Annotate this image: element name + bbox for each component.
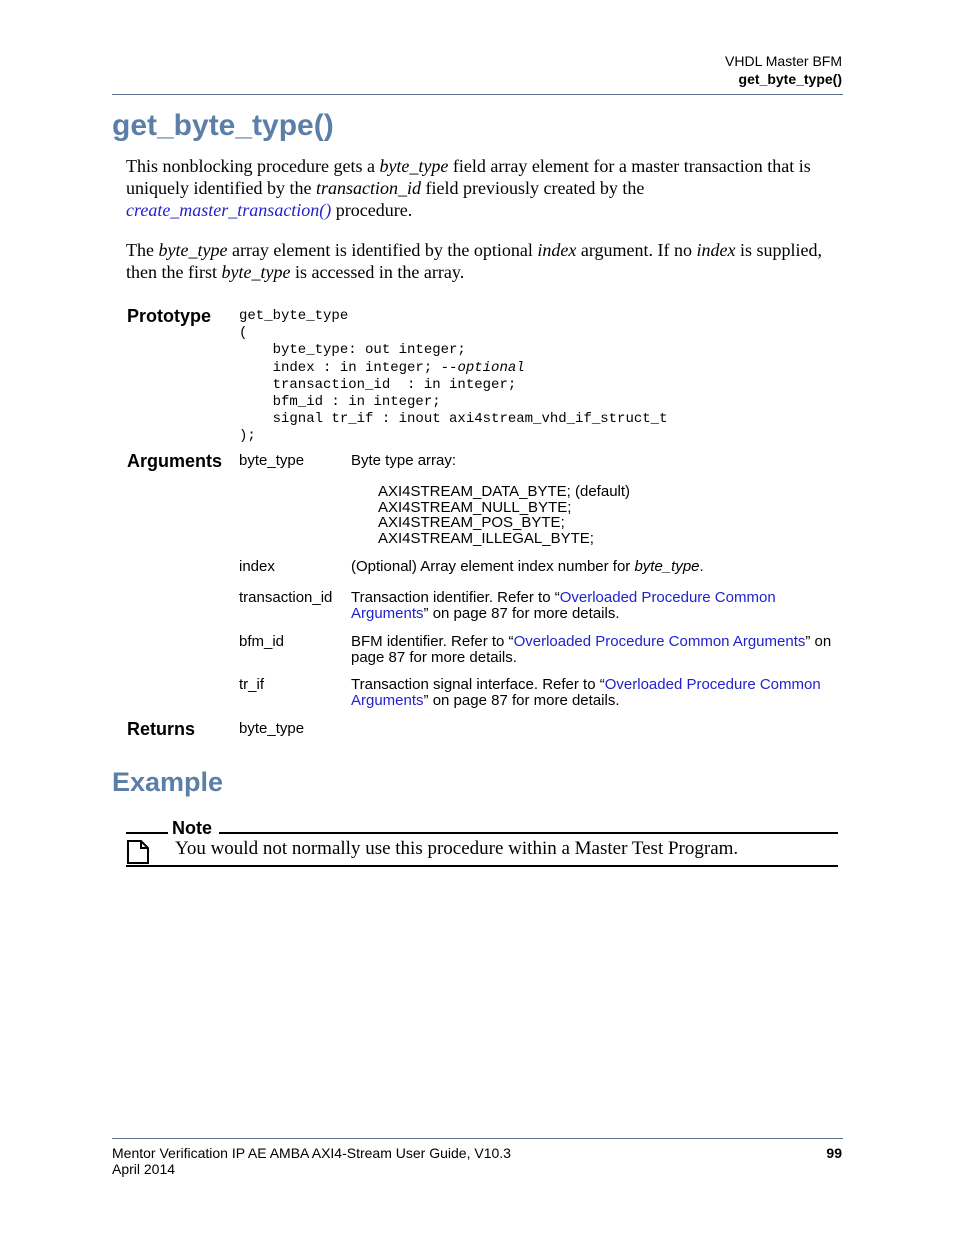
create-master-transaction-link[interactable]: create_master_transaction()	[126, 200, 332, 220]
enum-value: AXI4STREAM_NULL_BYTE;	[378, 498, 572, 516]
arg-name-transaction-id: transaction_id	[239, 589, 333, 606]
footer-left	[112, 1145, 511, 1177]
text-run: .	[699, 558, 704, 575]
text-run: ” on page 87 for more details.	[423, 692, 620, 709]
header-subsection: get_byte_type()	[738, 71, 842, 87]
note-title: Note	[172, 818, 212, 838]
arg-name-tr-if: tr_if	[239, 676, 265, 693]
optional-comment: --optional	[440, 359, 525, 376]
text-run: ” on page 87 for more details.	[351, 633, 832, 666]
header-section: VHDL Master BFM	[725, 53, 842, 69]
code-line: transaction_id : in integer;	[239, 376, 517, 393]
arg-desc-tr-if	[351, 677, 846, 709]
text-run: is accessed in the array.	[290, 262, 465, 282]
byte-type-values	[378, 484, 630, 546]
note-rule-top-left	[126, 832, 168, 834]
text-run: array element is identified by the optional	[227, 240, 538, 260]
code-line	[239, 360, 667, 377]
overloaded-args-link[interactable]: Overloaded Procedure Common Arguments	[351, 676, 821, 709]
returns-label: Returns	[127, 719, 196, 739]
code-line: signal tr_if : inout axi4stream_vhd_if_struct_t	[239, 411, 668, 428]
text-run: Transaction identifier. Refer to “	[351, 589, 560, 606]
emphasis: byte_type	[379, 156, 449, 176]
code-line: byte_type: out integer;	[239, 342, 466, 359]
header-rule	[112, 94, 843, 95]
text-run: procedure.	[331, 200, 413, 220]
arg-name-bfm-id: bfm_id	[239, 633, 285, 650]
arg-desc-byte-type: Byte type array:	[351, 452, 457, 469]
note-rule-bottom	[126, 865, 838, 867]
text-run: field previously created by the	[420, 178, 645, 198]
arg-desc-transaction-id	[351, 590, 846, 622]
enum-value: AXI4STREAM_DATA_BYTE; (default)	[378, 483, 631, 500]
text-run: This nonblocking procedure gets a	[126, 156, 380, 176]
returns-value: byte_type	[239, 720, 305, 737]
page-number: 99	[826, 1145, 842, 1161]
code-line: bfm_id : in integer;	[239, 394, 441, 411]
arg-desc-bfm-id	[351, 634, 846, 666]
page-title: get_byte_type()	[112, 109, 334, 142]
emphasis: index	[537, 240, 577, 260]
example-heading: Example	[112, 767, 224, 797]
prototype-code	[239, 308, 667, 446]
arg-desc-index	[351, 559, 846, 575]
intro-paragraph-2	[126, 239, 846, 283]
text-run: argument. If no	[576, 240, 697, 260]
footer-date: April 2014	[112, 1161, 176, 1177]
text-run: is supplied, then the first	[126, 240, 822, 282]
text-run: field array element for a master transaction that is uniquely identified by the	[126, 156, 811, 198]
text-run: ” on page 87 for more details.	[423, 605, 620, 622]
emphasis: index	[696, 240, 736, 260]
arg-name-byte-type: byte_type	[239, 452, 305, 469]
emphasis: byte_type	[158, 240, 228, 260]
text-run: Transaction signal interface. Refer to “	[351, 676, 605, 693]
code-line: get_byte_type	[239, 308, 349, 324]
note-rule-top-right	[219, 832, 838, 834]
footer-doc-title: Mentor Verification IP AE AMBA AXI4-Stream User Guide, V10.3	[112, 1145, 511, 1161]
emphasis: byte_type	[221, 262, 291, 282]
code-line: );	[239, 428, 256, 445]
emphasis: transaction_id	[315, 178, 421, 198]
prototype-label: Prototype	[127, 306, 212, 326]
overloaded-args-link[interactable]: Overloaded Procedure Common Arguments	[513, 633, 806, 650]
arguments-label: Arguments	[127, 451, 223, 471]
text-run: BFM identifier. Refer to “	[351, 633, 514, 650]
enum-value: AXI4STREAM_POS_BYTE;	[378, 514, 565, 531]
intro-paragraph-1	[126, 155, 846, 221]
text-run: The	[126, 240, 159, 260]
footer-rule	[112, 1138, 843, 1139]
emphasis: byte_type	[634, 558, 700, 575]
running-header	[725, 52, 842, 88]
text-run: (Optional) Array element index number for	[351, 558, 635, 575]
enum-value: AXI4STREAM_ILLEGAL_BYTE;	[378, 529, 594, 547]
code-line: (	[239, 325, 248, 342]
code-text: index : in integer;	[239, 359, 441, 376]
overloaded-args-link[interactable]: Overloaded Procedure Common Arguments	[351, 589, 776, 622]
note-text: You would not normally use this procedure within a Master Test Program.	[175, 838, 739, 859]
arg-name-index: index	[239, 558, 275, 575]
